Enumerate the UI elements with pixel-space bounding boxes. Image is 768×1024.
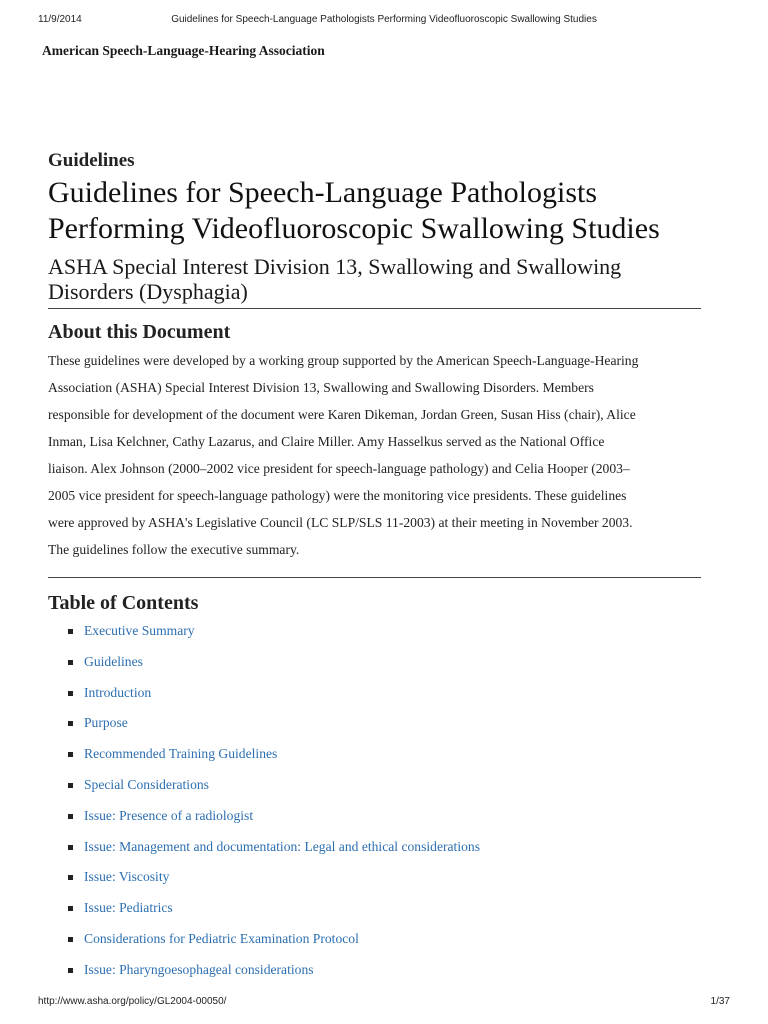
section-divider [48, 577, 701, 578]
about-line: The guidelines follow the executive summary. [48, 542, 300, 557]
document-content [48, 149, 701, 991]
print-footer [38, 996, 730, 1010]
organization-name: American Speech-Language-Hearing Association [42, 43, 325, 58]
toc-item [48, 652, 701, 683]
toc-link-purpose[interactable]: Purpose [84, 715, 128, 731]
toc-link-management-documentation[interactable]: Issue: Management and documentation: Legal and ethical considerations [84, 838, 480, 854]
toc-item [48, 898, 701, 929]
bullet-icon [68, 752, 73, 757]
bullet-icon [68, 814, 73, 819]
toc-item [48, 806, 701, 837]
toc-item [48, 713, 701, 744]
toc-item [48, 683, 701, 714]
title-line-1: Guidelines for Speech-Language Pathologists [48, 176, 598, 209]
toc-link-viscosity[interactable]: Issue: Viscosity [84, 869, 170, 885]
toc-item [48, 621, 701, 652]
print-title: Guidelines for Speech-Language Pathologists Performing Videofluoroscopic Swallowing Studies [171, 14, 597, 25]
toc-item [48, 744, 701, 775]
bullet-icon [68, 783, 73, 788]
bullet-icon [68, 906, 73, 911]
bullet-icon [68, 937, 73, 942]
toc-item [48, 867, 701, 898]
toc-link-training-guidelines[interactable]: Recommended Training Guidelines [84, 746, 278, 762]
toc-heading: Table of Contents [48, 592, 199, 614]
bullet-icon [68, 629, 73, 634]
document-kicker: Guidelines [48, 150, 135, 171]
subtitle-line-1: ASHA Special Interest Division 13, Swallowing and Swallowing [48, 254, 622, 279]
toc-item [48, 837, 701, 868]
toc-list [48, 621, 701, 991]
about-line: These guidelines were developed by a working group supported by the American Speech-Language-Hearing [48, 353, 639, 368]
bullet-icon [68, 845, 73, 850]
about-line: Inman, Lisa Kelchner, Cathy Lazarus, and Claire Miller. Amy Hasselkus served as the National Office [48, 434, 605, 449]
page-title [48, 175, 701, 247]
toc-link-pediatric-protocol[interactable]: Considerations for Pediatric Examination Protocol [84, 930, 359, 946]
bullet-icon [68, 968, 73, 973]
about-line: were approved by ASHA's Legislative Council (LC SLP/SLS 11-2003) at their meeting in November 2003. [48, 515, 633, 530]
print-date: 11/9/2014 [38, 14, 82, 25]
toc-link-radiologist[interactable]: Issue: Presence of a radiologist [84, 807, 254, 823]
toc-item [48, 775, 701, 806]
about-heading: About this Document [48, 321, 231, 343]
bullet-icon [68, 875, 73, 880]
toc-link-pharyngoesophageal[interactable]: Issue: Pharyngoesophageal considerations [84, 961, 314, 977]
bullet-icon [68, 721, 73, 726]
toc-item [48, 960, 701, 991]
toc-link-pediatrics[interactable]: Issue: Pediatrics [84, 900, 173, 916]
toc-item [48, 929, 701, 960]
toc-link-special-considerations[interactable]: Special Considerations [84, 776, 209, 792]
about-line: liaison. Alex Johnson (2000–2002 vice president for speech-language pathology) and Celia Hooper (2003– [48, 461, 630, 476]
about-line: Association (ASHA) Special Interest Division 13, Swallowing and Swallowing Disorders. Members [48, 380, 594, 395]
about-paragraph [48, 347, 701, 563]
toc-link-guidelines[interactable]: Guidelines [84, 653, 143, 669]
toc-link-introduction[interactable]: Introduction [84, 684, 152, 700]
page-number: 1/37 [710, 996, 730, 1007]
about-line: 2005 vice president for speech-language pathology) were the monitoring vice presidents. These guidelines [48, 488, 627, 503]
bullet-icon [68, 660, 73, 665]
bullet-icon [68, 691, 73, 696]
toc-link-executive-summary[interactable]: Executive Summary [84, 623, 195, 638]
print-url: http://www.asha.org/policy/GL2004-00050/ [38, 996, 227, 1007]
about-line: responsible for development of the document were Karen Dikeman, Jordan Green, Susan Hiss (chair), Alice [48, 407, 636, 422]
subtitle-line-2: Disorders (Dysphagia) [48, 279, 248, 304]
print-header [38, 14, 730, 28]
document-subtitle [48, 254, 701, 309]
title-line-2: Performing Videofluoroscopic Swallowing Studies [48, 212, 660, 245]
